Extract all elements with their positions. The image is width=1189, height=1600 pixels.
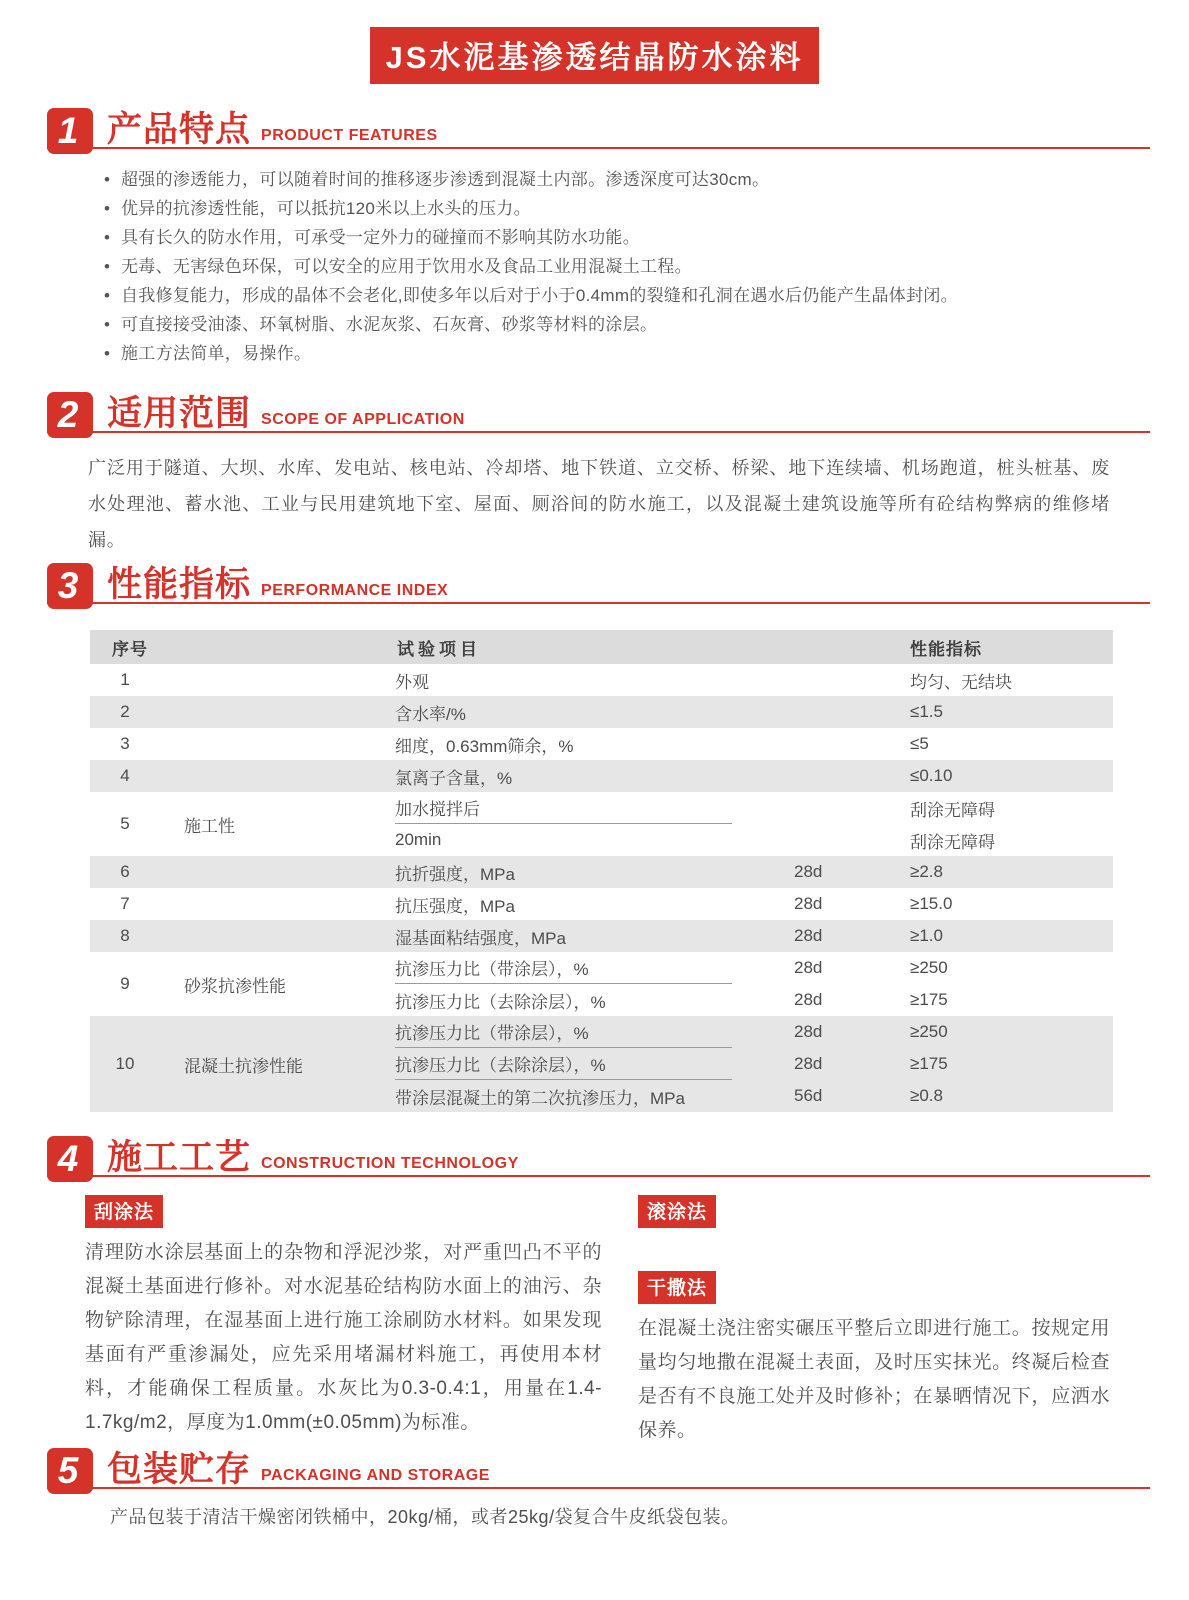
row-age-cells: [790, 728, 910, 760]
age-cell: [790, 728, 910, 760]
age-cell: 28d: [794, 1054, 823, 1073]
section-subtitle: PERFORMANCE INDEX: [261, 582, 449, 599]
table-row: [90, 792, 1113, 856]
row-number-cell: 7: [120, 894, 130, 913]
value-cell: ≥250: [910, 1022, 948, 1041]
feature-bullet: • 超强的渗透能力，可以随着时间的推移逐步渗透到混凝土内部。渗透深度可达30cm。: [104, 165, 1124, 194]
section-header-construction: [47, 1136, 1150, 1177]
section-subtitle: PRODUCT FEATURES: [261, 127, 438, 144]
test-item-cell: 抗渗压力比（带涂层），%: [395, 1016, 732, 1048]
row-test-items: [395, 664, 790, 696]
value-cell: ≥175: [910, 990, 948, 1009]
section-number-badge: 2: [47, 392, 93, 438]
page-title: JS水泥基渗透结晶防水涂料: [370, 27, 820, 84]
table-row: [90, 888, 1113, 920]
test-item-cell: 细度，0.63mm筛余，%: [395, 736, 574, 756]
value-cell: ≥1.0: [910, 926, 943, 945]
age-cell: [790, 664, 910, 696]
age-cell: 28d: [794, 926, 823, 945]
feature-bullet: • 自我修复能力，形成的晶体不会老化,即使多年以后对于小于0.4mm的裂缝和孔洞在遇水后仍能产生晶体封闭。: [104, 281, 1124, 310]
age-cell: 28d: [794, 1022, 823, 1041]
test-item-cell: 氯离子含量，%: [395, 768, 513, 788]
value-cell: ≥175: [910, 1054, 948, 1073]
age-cell: 56d: [794, 1086, 823, 1105]
row-age-cells: [790, 856, 910, 888]
row-test-items: [395, 856, 790, 888]
row-age-cells: [790, 696, 910, 728]
row-category-cell: [160, 888, 395, 920]
section-subtitle: CONSTRUCTION TECHNOLOGY: [261, 1155, 519, 1172]
row-category-cell: [160, 760, 395, 792]
row-test-items: [395, 888, 790, 920]
table-row: [90, 952, 1113, 1016]
row-number-cell: 5: [120, 814, 130, 833]
table-row: [90, 760, 1113, 792]
value-cell: ≤5: [910, 734, 929, 753]
method-badge-roll: 滚涂法: [638, 1195, 716, 1228]
row-value-cells: [910, 856, 1113, 888]
features-list: [104, 165, 1124, 368]
table-row: [90, 920, 1113, 952]
row-value-cells: [910, 696, 1113, 728]
method-roll-coating: [638, 1195, 1110, 1228]
header-performance-index: 性能指标: [910, 639, 982, 659]
section-header-performance: [47, 563, 1150, 604]
row-category-cell: 砂浆抗渗性能: [184, 976, 286, 996]
section-number-badge: 3: [47, 563, 93, 609]
row-number-cell: 1: [120, 670, 130, 689]
age-cell: 28d: [794, 990, 823, 1009]
row-number-cell: 8: [120, 926, 130, 945]
packaging-paragraph: 产品包装于清洁干燥密闭铁桶中，20kg/桶，或者25kg/袋复合牛皮纸袋包装。: [110, 1507, 740, 1527]
age-cell: 28d: [794, 862, 823, 881]
method-badge-scrape: 刮涂法: [85, 1195, 163, 1228]
row-value-cells: [910, 952, 1113, 1016]
header-test-item: 试验项目: [397, 639, 481, 659]
section-number-badge: 4: [47, 1136, 93, 1182]
age-cell: [790, 792, 910, 824]
age-cell: 28d: [794, 958, 823, 977]
section-header-packaging: [47, 1448, 1150, 1489]
table-header-row: [90, 630, 1113, 664]
section-title: 施工工艺: [107, 1138, 252, 1177]
row-age-cells: [790, 760, 910, 792]
row-age-cells: [790, 920, 910, 952]
row-age-cells: [790, 792, 910, 856]
method-scrape-coating: [85, 1195, 602, 1448]
row-test-items: [395, 696, 790, 728]
section-number-badge: 1: [47, 108, 93, 154]
row-value-cells: [910, 888, 1113, 920]
test-item-cell: 抗渗压力比（去除涂层），%: [395, 1048, 732, 1080]
test-item-cell: 抗压强度，MPa: [395, 896, 515, 916]
row-category-cell: [160, 696, 395, 728]
row-age-cells: [790, 888, 910, 920]
row-value-cells: [910, 792, 1113, 856]
row-value-cells: [910, 760, 1113, 792]
section-number-badge: 5: [47, 1448, 93, 1494]
row-value-cells: [910, 664, 1113, 696]
test-item-cell: 含水率/%: [395, 704, 466, 724]
performance-table: [90, 630, 1113, 1112]
test-item-cell: 外观: [395, 672, 429, 692]
age-cell: [790, 696, 910, 728]
construction-methods: [85, 1195, 1113, 1448]
row-age-cells: [790, 1016, 910, 1112]
row-category-cell: 混凝土抗渗性能: [184, 1056, 303, 1076]
table-row: [90, 1016, 1113, 1112]
test-item-cell: 加水搅拌后: [395, 792, 732, 824]
feature-bullet: • 优异的抗渗透性能，可以抵抗120米以上水头的压力。: [104, 194, 1124, 223]
section-subtitle: SCOPE OF APPLICATION: [261, 411, 465, 428]
table-row: [90, 856, 1113, 888]
section-title: 适用范围: [107, 394, 252, 433]
row-category-cell: [160, 856, 395, 888]
value-cell: ≤0.10: [910, 766, 953, 785]
table-row: [90, 664, 1113, 696]
method-text-scrape: 清理防水涂层基面上的杂物和浮泥沙浆，对严重凹凸不平的混凝土基面进行修补。对水泥基砼结构防水面上的油污、杂物铲除清理，在湿基面上进行施工涂刷防水材料。如果发现基面有严重渗漏处，应先采用堵漏材料施工，再使用本材料，才能确保工程质量。水灰比为0.3-0.4:1，用量在1.4-1.7kg/m2，厚度为1.0mm(±0.05mm)为标准。: [85, 1242, 602, 1433]
test-item-cell: 抗渗压力比（去除涂层），%: [395, 992, 606, 1012]
method-text-dry: 在混凝土浇注密实碾压平整后立即进行施工。按规定用量均匀地撒在混凝土表面，及时压实抹光。终凝后检查是否有不良施工处并及时修补；在暴晒情况下，应洒水保养。: [638, 1318, 1110, 1441]
row-value-cells: [910, 728, 1113, 760]
row-number-cell: 10: [115, 1054, 135, 1073]
value-cell: ≥2.8: [910, 862, 943, 881]
feature-bullet: • 无毒、无害绿色环保，可以安全的应用于饮用水及食品工业用混凝土工程。: [104, 252, 1124, 281]
row-test-items: [395, 792, 790, 856]
header-spacer: [160, 630, 395, 664]
feature-bullet: • 施工方法简单，易操作。: [104, 339, 1124, 368]
method-right-column: [638, 1195, 1110, 1448]
row-number-cell: 2: [120, 702, 130, 721]
age-cell: [790, 760, 910, 792]
value-cell: 均匀、无结块: [910, 672, 1012, 692]
row-test-items: [395, 728, 790, 760]
scope-paragraph: 广泛用于隧道、大坝、水库、发电站、核电站、冷却塔、地下铁道、立交桥、桥梁、地下连续墙、机场跑道，桩头桩基、废水处理池、蓄水池、工业与民用建筑地下室、屋面、厕浴间的防水施工，以及混凝土建筑设施等所有砼结构弊病的维修堵漏。: [88, 458, 1110, 550]
value-cell: ≥15.0: [910, 894, 953, 913]
value-cell: 刮涂无障碍: [910, 800, 995, 820]
row-category-cell: [160, 728, 395, 760]
row-number-cell: 4: [120, 766, 130, 785]
row-test-items: [395, 920, 790, 952]
row-test-items: [395, 1016, 790, 1112]
table-row: [90, 728, 1113, 760]
row-category-cell: [160, 664, 395, 696]
header-no: 序号: [112, 639, 148, 659]
row-number-cell: 9: [120, 974, 130, 993]
section-title: 产品特点: [107, 110, 252, 149]
row-test-items: [395, 760, 790, 792]
value-cell: ≥250: [910, 958, 948, 977]
test-item-cell: 20min: [395, 830, 442, 849]
row-number-cell: 3: [120, 734, 130, 753]
section-header-features: [47, 108, 1150, 149]
method-dry-sprinkle: [638, 1271, 1110, 1448]
table-row: [90, 696, 1113, 728]
age-cell: [790, 824, 910, 856]
row-age-cells: [790, 952, 910, 1016]
section-title: 性能指标: [107, 565, 252, 604]
value-cell: ≥0.8: [910, 1086, 943, 1105]
section-title: 包装贮存: [107, 1450, 252, 1489]
header-spacer: [790, 630, 910, 664]
section-header-scope: [47, 392, 1150, 433]
feature-bullet: • 具有长久的防水作用，可承受一定外力的碰撞而不影响其防水功能。: [104, 223, 1124, 252]
test-item-cell: 带涂层混凝土的第二次抗渗压力，MPa: [395, 1088, 685, 1108]
value-cell: 刮涂无障碍: [910, 832, 995, 852]
row-number-cell: 6: [120, 862, 130, 881]
section-subtitle: PACKAGING AND STORAGE: [261, 1467, 490, 1484]
test-item-cell: 抗渗压力比（带涂层），%: [395, 952, 732, 984]
method-badge-dry: 干撒法: [638, 1271, 716, 1304]
value-cell: ≤1.5: [910, 702, 943, 721]
test-item-cell: 湿基面粘结强度，MPa: [395, 928, 566, 948]
row-category-cell: [160, 920, 395, 952]
age-cell: 28d: [794, 894, 823, 913]
test-item-cell: 抗折强度，MPa: [395, 864, 515, 884]
row-age-cells: [790, 664, 910, 696]
row-value-cells: [910, 920, 1113, 952]
feature-bullet: • 可直接接受油漆、环氧树脂、水泥灰浆、石灰膏、砂浆等材料的涂层。: [104, 310, 1124, 339]
row-category-cell: 施工性: [184, 816, 235, 836]
row-test-items: [395, 952, 790, 1016]
row-value-cells: [910, 1016, 1113, 1112]
